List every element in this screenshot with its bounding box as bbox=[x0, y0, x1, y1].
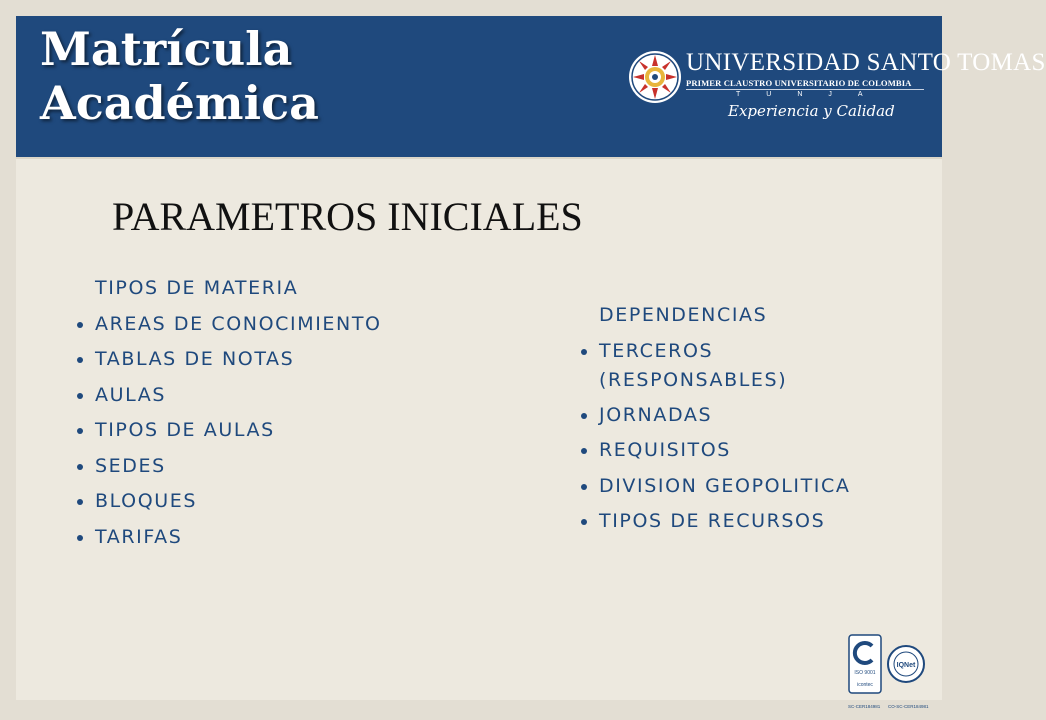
university-logo bbox=[628, 46, 1046, 136]
section-heading: PARAMETROS INICIALES bbox=[112, 194, 583, 239]
iso-certification-icon bbox=[848, 634, 882, 694]
list-item: JORNADAS bbox=[599, 398, 850, 434]
list-item: DIVISION GEOPOLITICA bbox=[599, 469, 850, 505]
slide bbox=[16, 16, 1046, 709]
title-line-2: Académica bbox=[40, 76, 319, 130]
university-city: TUNJA bbox=[686, 89, 924, 100]
list-item: REQUISITOS bbox=[599, 433, 850, 469]
list-item: TIPOS DE MATERIA bbox=[95, 277, 299, 299]
university-subtitle: PRIMER CLAUSTRO UNIVERSITARIO DE COLOMBIA bbox=[686, 78, 912, 88]
iso-label: ISO 9001 bbox=[854, 670, 876, 676]
university-seal-icon bbox=[628, 50, 682, 104]
list-item: BLOQUES bbox=[95, 484, 382, 520]
certification-badges bbox=[848, 634, 929, 709]
list-item: TIPOS DE AULAS bbox=[95, 413, 382, 449]
list-item: AULAS bbox=[95, 378, 382, 414]
list-item: TERCEROS (RESPONSABLES) bbox=[599, 334, 829, 398]
icontec-label: icontec bbox=[857, 682, 873, 688]
university-tagline: Experiencia y Calidad bbox=[728, 102, 895, 120]
iqnet-certification-icon bbox=[886, 644, 926, 684]
list-item: DEPENDENCIAS bbox=[599, 304, 768, 326]
list-item: AREAS DE CONOCIMIENTO bbox=[95, 307, 382, 343]
slide-title bbox=[40, 22, 319, 130]
university-name: UNIVERSIDAD SANTO TOMAS bbox=[686, 49, 1046, 76]
left-parameter-list bbox=[95, 271, 382, 555]
list-item: TABLAS DE NOTAS bbox=[95, 342, 382, 378]
list-item: TIPOS DE RECURSOS bbox=[599, 504, 850, 540]
iqnet-label: IQNet bbox=[896, 662, 916, 669]
cert-code-right: CO-SC-CER184981 bbox=[888, 704, 929, 709]
list-item: SEDES bbox=[95, 449, 382, 485]
list-item: TARIFAS bbox=[95, 520, 382, 556]
header-banner bbox=[16, 16, 1046, 159]
title-line-1: Matrícula bbox=[40, 22, 293, 76]
right-parameter-list bbox=[599, 298, 850, 540]
cert-code-left: SC-CER184981 bbox=[848, 704, 881, 709]
